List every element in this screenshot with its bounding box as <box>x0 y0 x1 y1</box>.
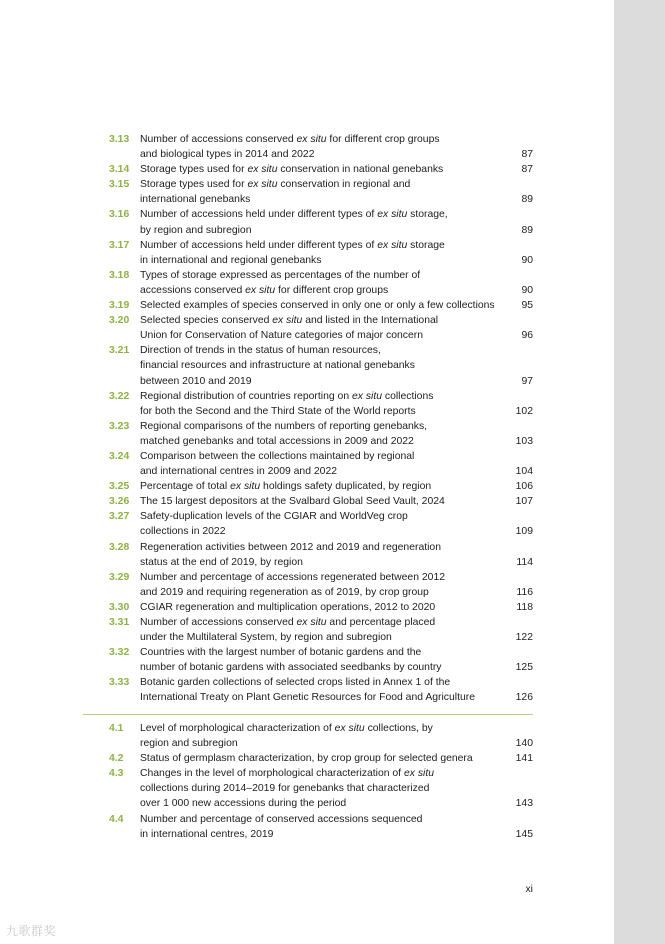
table-number: 4.3 <box>109 768 124 780</box>
page-number: 102 <box>515 405 533 417</box>
table-number: 3.18 <box>109 269 130 281</box>
toc-entry[interactable] <box>109 600 533 615</box>
title-text: collections in 2022 <box>140 526 226 538</box>
title-text: status at the end of 2019, by region <box>140 556 303 568</box>
toc-entry[interactable] <box>109 238 533 268</box>
entry-title-line <box>140 434 511 449</box>
page-number: 143 <box>515 798 533 810</box>
toc-entry[interactable] <box>109 419 533 449</box>
table-number: 3.29 <box>109 571 130 583</box>
table-number: 3.32 <box>109 647 130 659</box>
page-number: 89 <box>521 224 533 236</box>
title-text: and percentage placed <box>326 617 436 628</box>
page-number: 96 <box>521 330 533 342</box>
title-text: for both the Second and the Third State of the World reports <box>140 405 416 417</box>
title-text: and listed in the International <box>302 315 439 327</box>
entry-title-line <box>140 781 511 796</box>
title-text: Number of accessions conserved <box>140 617 297 628</box>
table-number: 3.24 <box>109 450 130 462</box>
title-text: by region and subregion <box>140 224 252 236</box>
entry-title-line <box>140 389 511 404</box>
entry-title-line <box>140 494 511 509</box>
entry-title-line <box>140 283 511 298</box>
entry-title-line <box>140 690 511 705</box>
toc-entry[interactable] <box>109 479 533 494</box>
entry-title-line <box>140 192 511 207</box>
title-text: collections, by <box>364 723 433 734</box>
table-number: 3.27 <box>109 511 130 523</box>
toc-entry[interactable] <box>109 313 533 343</box>
entry-title-line <box>140 585 511 600</box>
italic-term: ex situ <box>272 315 303 327</box>
entry-title-line <box>140 147 511 162</box>
page-number: 90 <box>521 254 533 266</box>
title-text: Number and percentage of conserved accessions sequenced <box>140 813 423 825</box>
toc-entry[interactable] <box>109 162 533 177</box>
title-text: Number of accessions held under different types of <box>140 239 378 251</box>
page-number: 122 <box>515 632 533 644</box>
toc-entry[interactable] <box>109 132 533 162</box>
italic-term: ex situ <box>403 768 434 780</box>
entry-title-line <box>140 796 511 811</box>
page-number: 90 <box>521 284 533 296</box>
entry-title-line <box>140 358 511 373</box>
page-number: 141 <box>515 753 533 765</box>
title-text: in international and regional genebanks <box>140 254 322 266</box>
page-number: 107 <box>515 496 533 508</box>
entry-title-line <box>140 812 511 827</box>
table-number: 3.21 <box>109 345 130 357</box>
title-text: Level of morphological characterization of <box>140 723 335 734</box>
table-number: 3.22 <box>109 390 130 402</box>
entry-title-line <box>140 721 511 736</box>
toc-entry[interactable] <box>109 207 533 237</box>
table-number: 3.26 <box>109 496 130 508</box>
table-number: 4.1 <box>109 723 124 734</box>
italic-term: ex situ <box>247 179 278 191</box>
page-number: 126 <box>515 692 533 704</box>
title-text: Status of germplasm characterization, by crop group for selected genera <box>140 753 473 765</box>
title-text: conservation in national genebanks <box>277 164 444 176</box>
page-number: 104 <box>515 466 533 478</box>
entry-title-line <box>140 570 511 585</box>
toc-entry[interactable] <box>109 645 533 675</box>
title-text: Botanic garden collections of selected crops listed in Annex 1 of the <box>140 677 451 689</box>
page-number: 106 <box>515 481 533 493</box>
title-text: Selected species conserved <box>140 315 273 327</box>
entry-title-line <box>140 509 511 524</box>
table-number: 3.28 <box>109 541 130 553</box>
toc-entry[interactable] <box>109 298 533 313</box>
italic-term: ex situ <box>296 134 327 145</box>
title-text: Regional comparisons of the numbers of reporting genebanks, <box>140 420 428 432</box>
toc-entry[interactable] <box>109 449 533 479</box>
title-text: and biological types in 2014 and 2022 <box>140 149 315 161</box>
page-number: 95 <box>521 300 533 312</box>
entry-title-line <box>140 600 511 615</box>
entry-title-line <box>140 207 511 222</box>
entry-title-line <box>140 449 511 464</box>
entry-title-line <box>140 162 511 177</box>
entry-title-line <box>140 555 511 570</box>
entry-title-line <box>140 177 511 192</box>
entry-title-line <box>140 827 511 842</box>
table-number: 4.2 <box>109 753 124 765</box>
title-text: Safety-duplication levels of the CGIAR and WorldVeg crop <box>140 511 408 523</box>
italic-term: ex situ <box>247 164 278 176</box>
toc-entry[interactable] <box>109 812 533 842</box>
entry-title-line <box>140 736 511 751</box>
entry-title-line <box>140 524 511 539</box>
title-text: The 15 largest depositors at the Svalbard Global Seed Vault, 2024 <box>140 496 445 508</box>
title-text: storage <box>407 239 445 251</box>
toc-entry[interactable] <box>109 177 533 207</box>
title-text: Selected examples of species conserved in only one or only a few collections <box>140 300 495 312</box>
page-number: 103 <box>515 435 533 447</box>
table-number: 3.16 <box>109 209 130 221</box>
entry-title-line <box>140 343 511 358</box>
page-folio: xi <box>525 884 533 895</box>
title-text: financial resources and infrastructure at national genebanks <box>140 360 415 372</box>
title-text: collections <box>382 390 434 402</box>
title-text: between 2010 and 2019 <box>140 375 252 387</box>
title-text: Direction of trends in the status of human resources, <box>140 345 381 357</box>
title-text: matched genebanks and total accessions in 2009 and 2022 <box>140 435 414 447</box>
entry-title-line <box>140 630 511 645</box>
table-number: 3.25 <box>109 481 130 493</box>
entry-title-line <box>140 328 511 343</box>
table-number: 3.30 <box>109 601 130 613</box>
entry-title-line <box>140 238 511 253</box>
page-number: 89 <box>521 194 533 206</box>
page-number: 87 <box>521 164 533 176</box>
page-number: 87 <box>521 149 533 161</box>
title-text: Changes in the level of morphological characterization of <box>140 768 404 780</box>
entry-title-line <box>140 540 511 555</box>
table-number: 3.15 <box>109 179 130 191</box>
title-text: Regeneration activities between 2012 and 2019 and regeneration <box>140 541 441 553</box>
entry-title-line <box>140 374 511 389</box>
title-text: Types of storage expressed as percentages of the number of <box>140 269 421 281</box>
title-text: Countries with the largest number of botanic gardens and the <box>140 647 422 659</box>
toc-entry[interactable] <box>109 509 533 539</box>
title-text: accessions conserved <box>140 284 246 296</box>
table-number: 3.31 <box>109 617 130 628</box>
toc-entry[interactable] <box>109 343 533 388</box>
entry-title-line <box>140 751 511 766</box>
toc-entry[interactable] <box>109 675 533 705</box>
toc-entry[interactable] <box>109 615 533 645</box>
entry-title-line <box>140 223 511 238</box>
italic-term: ex situ <box>230 481 261 493</box>
italic-term: ex situ <box>245 284 276 296</box>
title-text: region and subregion <box>140 738 238 750</box>
title-text: Number of accessions conserved <box>140 134 297 145</box>
title-text: for different crop groups <box>275 284 389 296</box>
italic-term: ex situ <box>377 209 408 221</box>
entry-title-line <box>140 660 511 675</box>
table-number: 3.23 <box>109 420 130 432</box>
entry-title-line <box>140 404 511 419</box>
section-divider <box>83 714 533 715</box>
toc-entry[interactable] <box>109 721 533 751</box>
title-text: and international centres in 2009 and 2022 <box>140 466 337 478</box>
page-number: 109 <box>515 526 533 538</box>
table-number: 3.33 <box>109 677 130 689</box>
title-text: in international centres, 2019 <box>140 828 274 840</box>
toc-list-ch3 <box>109 132 533 706</box>
title-text: Storage types used for <box>140 164 248 176</box>
entry-title-line <box>140 766 511 781</box>
title-text: Storage types used for <box>140 179 248 191</box>
entry-title-line <box>140 419 511 434</box>
title-text: holdings safety duplicated, by region <box>260 481 432 493</box>
toc-entry[interactable] <box>109 268 533 298</box>
toc-list-ch4 <box>109 721 533 842</box>
page-number: 116 <box>516 586 533 598</box>
page-number: 125 <box>515 662 533 674</box>
toc-entry[interactable] <box>109 570 533 600</box>
title-text: storage, <box>407 209 448 221</box>
title-text: Number of accessions held under different types of <box>140 209 378 221</box>
entry-title-line <box>140 464 511 479</box>
italic-term: ex situ <box>334 723 365 734</box>
title-text: and 2019 and requiring regeneration as of 2019, by crop group <box>140 586 429 598</box>
entry-title-line <box>140 132 511 147</box>
toc-entry[interactable] <box>109 766 533 811</box>
entry-title-line <box>140 675 511 690</box>
page-number: 118 <box>516 601 533 613</box>
toc-entry[interactable] <box>109 389 533 419</box>
title-text: international genebanks <box>140 194 251 206</box>
title-text: over 1 000 new accessions during the period <box>140 798 347 810</box>
page-number: 145 <box>515 828 533 840</box>
title-text: International Treaty on Plant Genetic Resources for Food and Agriculture <box>140 692 475 704</box>
toc-entry[interactable] <box>109 540 533 570</box>
page-margin-strip <box>614 0 665 944</box>
italic-term: ex situ <box>296 617 327 628</box>
entry-title-line <box>140 479 511 494</box>
table-number: 3.17 <box>109 239 130 251</box>
toc-entry[interactable] <box>109 494 533 509</box>
toc-entry[interactable] <box>109 751 533 766</box>
entry-title-line <box>140 298 511 313</box>
entry-title-line <box>140 313 511 328</box>
entry-title-line <box>140 268 511 283</box>
title-text: Percentage of total <box>140 481 231 493</box>
table-number: 4.4 <box>109 813 124 825</box>
title-text: for different crop groups <box>326 134 440 145</box>
title-text: under the Multilateral System, by region and subregion <box>140 632 392 644</box>
entry-title-line <box>140 615 511 630</box>
page-number: 97 <box>521 375 533 387</box>
title-text: Union for Conservation of Nature categories of major concern <box>140 330 423 342</box>
page-number: 114 <box>516 556 533 568</box>
entry-title-line <box>140 645 511 660</box>
title-text: CGIAR regeneration and multiplication operations, 2012 to 2020 <box>140 601 436 613</box>
table-number: 3.19 <box>109 300 130 312</box>
title-text: Number and percentage of accessions regenerated between 2012 <box>140 571 445 583</box>
italic-term: ex situ <box>377 239 408 251</box>
table-number: 3.14 <box>109 164 130 176</box>
title-text: collections during 2014–2019 for genebanks that characterized <box>140 783 430 795</box>
title-text: conservation in regional and <box>277 179 411 191</box>
italic-term: ex situ <box>351 390 383 402</box>
table-number: 3.20 <box>109 315 130 327</box>
title-text: number of botanic gardens with associated seedbanks by country <box>140 662 442 674</box>
title-text: Regional distribution of countries reporting on <box>140 390 352 402</box>
entry-title-line <box>140 253 511 268</box>
table-number: 3.13 <box>109 134 130 145</box>
title-text: Comparison between the collections maintained by regional <box>140 450 415 462</box>
page-number: 140 <box>515 738 533 750</box>
watermark: 九歌群奖 <box>6 924 57 938</box>
